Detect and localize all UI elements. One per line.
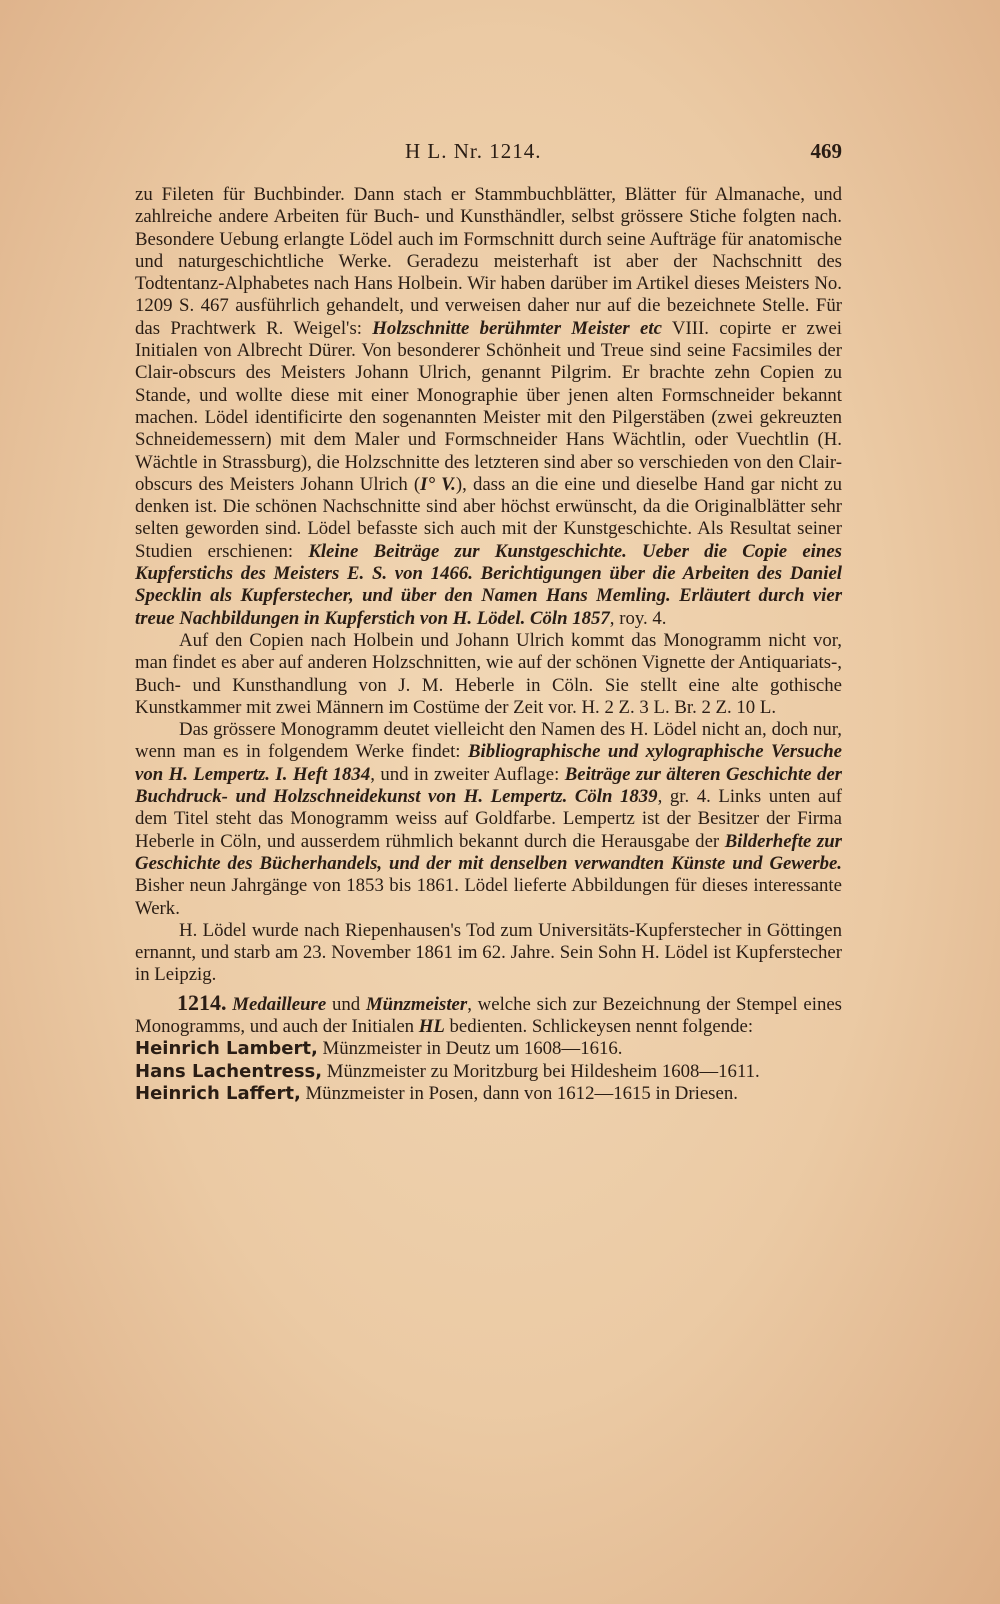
monogram-ref: I° V. (420, 473, 456, 495)
entry-term-medailleure: Medailleure (232, 993, 327, 1015)
text-run: VIII. copirte er zwei Initialen von Albrecht Dürer. Von besonderer Schönheit und Treue sind seine Facsimiles der Clair-obscurs des Meisters Johann Ulrich, genannt Pilgrim. Er brachte zehn Copien zu Stande, und wollte diese mit einer Monographie über jenen alten Formschneider bekannt machen. Lödel identificirte den sogenannten Meister mit den Pilgerstäben (zwei gekreuzten Schneidemessern) mit dem Maler und Formschneider Hans Wächtlin, oder Vuechtlin (H. Wächtle in Strassburg), die Holzschnitte des letzteren sind aber so verschieden von den Clair-obscurs des Meisters Johann Ulrich ( (135, 317, 842, 495)
entry-term-muenzmeister: Münzmeister (365, 993, 468, 1015)
page-body (135, 184, 842, 1105)
list-item (135, 1061, 842, 1083)
entry-heading (135, 989, 842, 1039)
item-text: Münzmeister in Deutz um 1608—1616. (317, 1038, 623, 1060)
entry-1214 (135, 989, 842, 1039)
text-run: ), dass an die eine und dieselbe Hand gar nicht zu denken ist. Die schönen Nachschnitte sind aber höchst erwünscht, da die Originalblätter sehr selten geworden sind. Lödel befasste sich auch mit der Kunstgeschichte. Als Resultat seiner Studien erschienen: (135, 473, 842, 562)
paragraph-2: Auf den Copien nach Holbein und Johann Ulrich kommt das Monogramm nicht vor, man findet es aber auf anderen Holzschnitten, wie auf der schönen Vignette der Antiquariats-, Buch- und Kunsthandlung von J. M. Heberle in Cöln. Sie stellt eine alte gothische Kunstkammer mit zwei Männern im Costüme der Zeit vor. H. 2 Z. 3 L. Br. 2 Z. 10 L. (135, 629, 842, 718)
paragraph-4: H. Lödel wurde nach Riepenhausen's Tod zum Universitäts-Kupferstecher in Göttingen ernannt, und starb am 23. November 1861 im 62. Jahre. Sein Sohn H. Lödel ist Kupferstecher in Leipzig. (135, 919, 842, 986)
text-run: zu Fileten für Buchbinder. Dann stach er Stammbuchblätter, Blätter für Almanache, und zahlreiche andere Arbeiten für Buch- und Kunsthändler, selbst grössere Stiche folgten nach. Besondere Uebung erlangte Lödel auch im Formschnitt durch seine Aufträge für anatomische und naturgeschichtliche Werke. Geradezu meisterhaft ist aber der Nachschnitt des Todtentanz-Alphabetes nach Hans Holbein. Wir haben darüber im Artikel dieses Meisters No. 1209 S. 467 ausführlich gehandelt, und verweisen daher nur auf die bezeichnete Stelle. Für das Prachtwerk R. Weigel's: (135, 184, 842, 339)
entry-text-block (135, 989, 842, 1039)
item-name: Heinrich Laffert, (135, 1082, 301, 1104)
text-run: Bisher neun Jahrgänge von 1853 bis 1861. Lödel lieferte Abbildungen für dieses interessante Werk. (135, 875, 842, 919)
text-run: bedienten. Schlickeysen nennt folgende: (444, 1015, 754, 1037)
list-item (135, 1083, 842, 1105)
paragraph-1 (135, 184, 842, 630)
header-title: H L. Nr. 1214. (405, 139, 542, 163)
text-run: und (326, 993, 366, 1015)
running-header (135, 139, 842, 167)
title-holzschnitte: Holzschnitte berühmter Meister etc (372, 317, 662, 339)
text-run: , und in zweiter Auflage: (370, 763, 565, 785)
title-bibliographische: Bibliographische und xylographische Versuche von H. Lempertz. I. Heft 1834 (135, 741, 842, 785)
paragraph-3 (135, 719, 842, 920)
page-number: 469 (810, 139, 842, 163)
item-text: Münzmeister zu Moritzburg bei Hildesheim 1608—1611. (322, 1060, 760, 1082)
title-beitraege: Beiträge zur älteren Geschichte der Buchdruck- und Holzschneidekunst von H. Lempertz. Cöln 1839 (135, 763, 842, 808)
item-text: Münzmeister in Posen, dann von 1612—1615 in Driesen. (300, 1082, 738, 1104)
text-run: , gr. 4. Links unten auf dem Titel steht das Monogramm weiss auf Goldfarbe. Lempertz ist der Besitzer der Firma Heberle in Cöln, und ausserdem rühmlich bekannt durch die Herausgabe der (135, 786, 842, 852)
item-name: Heinrich Lambert, (135, 1038, 318, 1060)
text-run: , roy. 4. (609, 607, 667, 629)
text-run: Das grössere Monogramm deutet vielleicht den Namen des H. Lödel nicht an, doch nur, wenn man es in folgendem Werke findet: (135, 719, 842, 763)
title-kleine-beitraege: Kleine Beiträge zur Kunstgeschichte. Ueber die Copie eines Kupferstichs des Meisters E. S. von 1466. Berichtigungen über die Arbeiten des Daniel Specklin als Kupferstecher, und über den Namen Hans Memling. Erläutert durch vier treue Nachbildungen in Kupferstich von H. Lödel. Cöln 1857 (135, 540, 842, 629)
text-run: , welche sich zur Bezeichnung der Stempel eines Monogramms, und auch der Initialen (135, 993, 842, 1037)
entry-number: 1214. (177, 989, 227, 1015)
title-bilderhefte: Bilderhefte zur Geschichte des Bücherhandels, und der mit denselben verwandten Künste und Gewerbe. (135, 830, 842, 874)
initials-ref: HL (418, 1015, 445, 1037)
item-name: Hans Lachentress, (135, 1060, 323, 1082)
list-item (135, 1038, 842, 1060)
